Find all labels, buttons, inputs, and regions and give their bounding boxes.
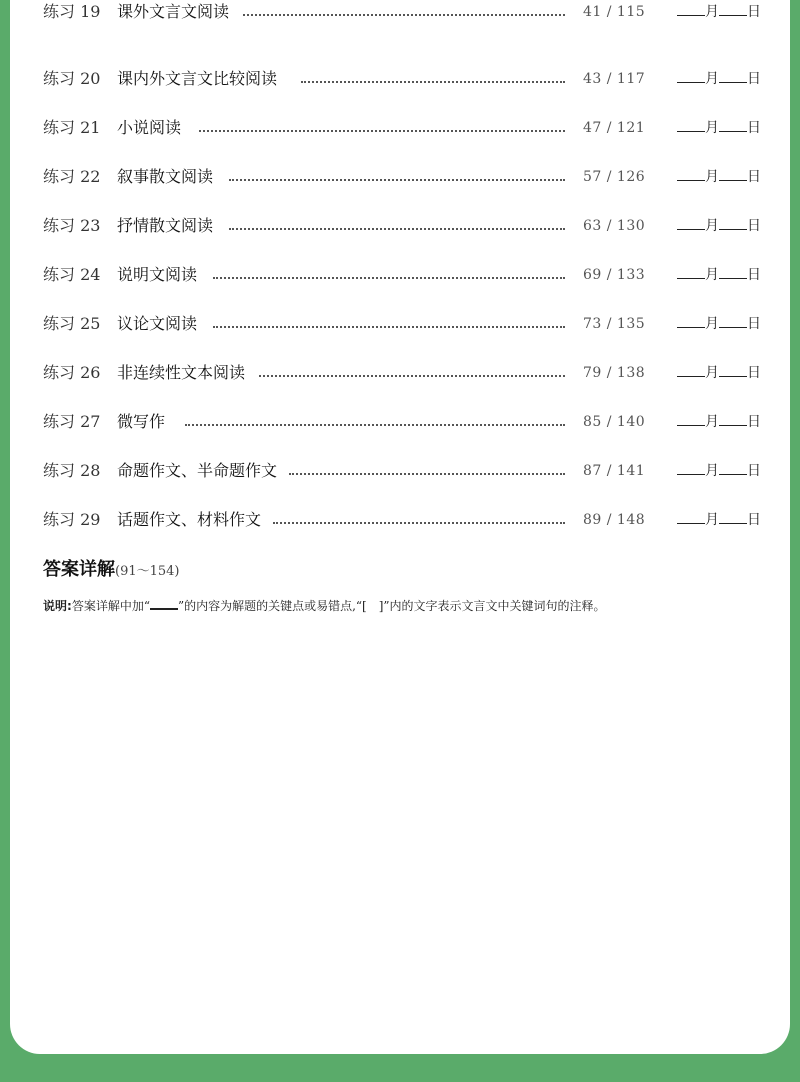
leader-dots [289,473,565,475]
month-blank [677,117,705,132]
date-fill: 月 日 [677,508,761,532]
date-fill: 月 日 [677,263,761,287]
toc-row[interactable] [43,459,765,483]
toc-row[interactable] [43,116,765,140]
answers-page-range: (91～154) [115,564,180,579]
date-fill: 月 日 [677,410,761,434]
page-numbers: 47 / 121 [583,120,646,136]
note-text-part2: ”的内容为解题的关键点或易错点,“[ ]”内的文字表示文言文中关键词句的注释。 [177,599,606,613]
day-blank [719,1,747,16]
page-numbers: 57 / 126 [583,169,646,185]
month-blank [677,68,705,83]
month-blank [677,411,705,426]
month-blank [677,509,705,524]
exercise-number: 练习 20 [43,69,101,88]
answers-section-heading[interactable] [43,555,180,581]
exercise-title: 课内外文言文比较阅读 [117,69,278,88]
exercise-number: 练习 22 [43,167,101,186]
date-fill: 月 日 [677,165,761,189]
leader-dots [259,375,565,377]
date-fill: 月 日 [677,214,761,238]
exercise-number: 练习 29 [43,510,101,529]
answers-title: 答案详解 [43,559,115,580]
toc-row[interactable] [43,508,765,532]
answers-note [43,596,606,614]
exercise-title: 非连续性文本阅读 [117,363,246,382]
leader-dots [301,81,565,83]
exercise-title: 小说阅读 [117,118,182,137]
exercise-title: 微写作 [117,412,166,431]
day-blank [719,117,747,132]
toc-row[interactable] [43,410,765,434]
toc-row[interactable] [43,0,765,24]
exercise-title: 命题作文、半命题作文 [117,461,278,480]
month-blank [677,264,705,279]
month-blank [677,313,705,328]
leader-dots [213,326,565,328]
leader-dots [273,522,565,524]
exercise-title: 课外文言文阅读 [117,2,230,21]
note-text-part1: 答案详解中加“ [71,599,150,613]
page-numbers: 73 / 135 [583,316,646,332]
page-sheet [10,0,790,1054]
toc-row[interactable] [43,165,765,189]
exercise-number: 练习 27 [43,412,101,431]
day-blank [719,215,747,230]
exercise-number: 练习 26 [43,363,101,382]
toc-row[interactable] [43,67,765,91]
leader-dots [185,424,565,426]
toc-row[interactable] [43,263,765,287]
toc-row[interactable] [43,214,765,238]
exercise-number: 练习 28 [43,461,101,480]
leader-dots [229,228,565,230]
exercise-title: 说明文阅读 [117,265,198,284]
day-blank [719,313,747,328]
exercise-number: 练习 21 [43,118,101,137]
page-numbers: 79 / 138 [583,365,646,381]
day-blank [719,362,747,377]
date-fill: 月 日 [677,312,761,336]
month-blank [677,362,705,377]
exercise-title: 抒情散文阅读 [117,216,214,235]
exercise-title: 叙事散文阅读 [117,167,214,186]
date-fill: 月 日 [677,67,761,91]
date-fill: 月 日 [677,361,761,385]
day-blank [719,264,747,279]
exercise-title: 话题作文、材料作文 [117,510,262,529]
exercise-title: 议论文阅读 [117,314,198,333]
month-blank [677,215,705,230]
exercise-number: 练习 24 [43,265,101,284]
month-blank [677,460,705,475]
leader-dots [243,14,565,16]
day-blank [719,460,747,475]
page-numbers: 89 / 148 [583,512,646,528]
underline-sample [150,596,178,610]
leader-dots [229,179,565,181]
toc-row[interactable] [43,361,765,385]
month-blank [677,166,705,181]
day-blank [719,509,747,524]
date-fill: 月 日 [677,0,761,24]
page-numbers: 69 / 133 [583,267,646,283]
page-numbers: 41 / 115 [583,4,646,20]
exercise-number: 练习 23 [43,216,101,235]
date-fill: 月 日 [677,116,761,140]
exercise-number: 练习 25 [43,314,101,333]
exercise-number: 练习 19 [43,2,101,21]
month-blank [677,1,705,16]
page-numbers: 87 / 141 [583,463,646,479]
page-numbers: 85 / 140 [583,414,646,430]
day-blank [719,166,747,181]
toc-row[interactable] [43,312,765,336]
leader-dots [213,277,565,279]
leader-dots [199,130,565,132]
page-numbers: 63 / 130 [583,218,646,234]
day-blank [719,68,747,83]
page-numbers: 43 / 117 [583,71,646,87]
note-lead: 说明: [43,599,72,613]
date-fill: 月 日 [677,459,761,483]
day-blank [719,411,747,426]
